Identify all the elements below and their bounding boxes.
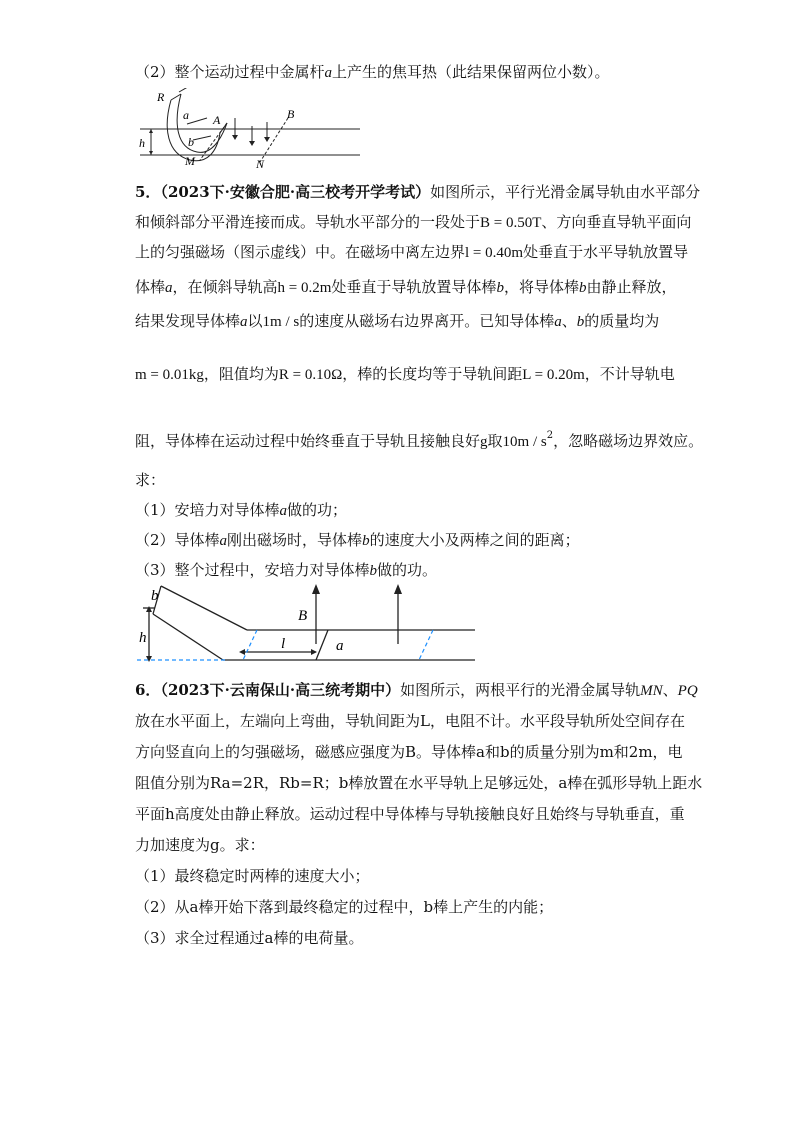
q5-text-6c: ，不计导轨电 xyxy=(584,365,675,383)
q5-text-7a: 阻，导体棒在运动过程中始终垂直于导轨且接触良好 xyxy=(135,432,481,450)
fig2-label-l: l xyxy=(281,636,286,652)
q5-text-7c: ，忽略磁场边界效应。 xyxy=(553,432,704,450)
q5-text-3b: 处垂直于水平导轨放置导 xyxy=(523,243,689,261)
q6-rail-PQ: PQ xyxy=(677,683,698,699)
q5-text-4a: 体棒 xyxy=(135,278,166,296)
q5-eq-l: l = 0.40m xyxy=(465,245,524,261)
fig1-label-N: N xyxy=(256,157,265,170)
fig1-label-a: a xyxy=(183,108,189,122)
q5-part1-var: a xyxy=(279,503,288,519)
q5-text-4c: 处垂直于导轨放置导体棒 xyxy=(331,278,497,296)
q5-line1 xyxy=(135,182,700,202)
q5-text-1: 如图所示，平行光滑金属导轨由水平部分 xyxy=(430,183,701,201)
q5-eq-g: 10m / s xyxy=(502,434,547,450)
q5-text-2a: 和倾斜部分平滑连接而成。导轨水平部分的一段处于 xyxy=(135,213,481,231)
q5-part2-var-a: a xyxy=(219,533,228,549)
fig1-label-M: M xyxy=(185,154,195,168)
q6-line5: 平面h高度处由静止释放。运动过程中导体棒与导轨接触良好且始终与导轨垂直，重 xyxy=(135,805,685,823)
q5-text-5a: 结果发现导体棒 xyxy=(135,312,241,330)
q5-number: 5． xyxy=(135,183,161,201)
q5-part1 xyxy=(135,500,347,521)
q4-part2-rest: 上产生的焦耳热（此结果保留两位小数）。 xyxy=(332,63,610,81)
q5-var-b-3: b xyxy=(576,314,585,330)
fig1-label-A: A xyxy=(213,113,221,127)
fig1-label-b: b xyxy=(188,135,194,149)
q5-part1-rest: 做的功； xyxy=(287,501,348,519)
q5-eq-v: 1m / s xyxy=(262,314,300,330)
q5-eq-h: h = 0.2m xyxy=(277,280,332,296)
figure-1-curved-rail xyxy=(135,88,365,170)
q5-part2-text-b: 刚出磁场时，导体棒 xyxy=(227,531,363,549)
q5-part2-var-b: b xyxy=(362,533,370,549)
q4-var-a: a xyxy=(324,65,333,81)
q6-number: 6． xyxy=(135,681,161,699)
q5-ask: 求： xyxy=(135,471,166,489)
fig2-label-h: h xyxy=(139,630,147,646)
fig2-label-B: B xyxy=(298,608,308,624)
q5-line2 xyxy=(135,212,691,233)
q6-source: （2023下·云南保山·高三统考期中） xyxy=(160,681,401,699)
q5-text-7b: 取 xyxy=(487,432,503,450)
q5-eq-m: m = 0.01kg xyxy=(135,367,204,383)
q6-text-1: 如图所示，两根平行的光滑金属导轨 xyxy=(400,681,641,699)
q6-rail-MN: MN xyxy=(640,683,663,699)
q5-line6 xyxy=(135,364,675,385)
q5-var-b2: b xyxy=(578,280,587,296)
q5-line3 xyxy=(135,242,688,263)
q5-part3-rest: 做的功。 xyxy=(377,561,438,579)
q6-line6: 力加速度为g。求： xyxy=(135,836,265,854)
q5-source: （2023下·安徽合肥·高三校考开学考试） xyxy=(160,183,431,201)
q5-text-3a: 上的匀强磁场（图示虚线）中。在磁场中离左边界 xyxy=(135,243,466,261)
q5-text-5c: 的速度从磁场右边界离开。已知导体棒 xyxy=(299,312,555,330)
q6-line2: 放在水平面上，左端向上弯曲，导轨间距为L，电阻不计。水平段导轨所处空间存在 xyxy=(135,712,685,730)
q6-line3: 方向竖直向上的匀强磁场，磁感应强度为B。导体棒a和b的质量分别为m和2m，电 xyxy=(135,743,683,761)
q5-var-a-3: a xyxy=(554,314,562,330)
q6-part1: （1）最终稳定时两棒的速度大小； xyxy=(135,867,370,885)
q6-line1 xyxy=(135,680,698,701)
q5-text-5d: 、 xyxy=(561,312,577,330)
q5-part3-text: （3）整个过程中，安培力对导体棒 xyxy=(135,561,370,579)
fig2-label-a: a xyxy=(336,638,344,654)
q5-eq-R: R = 0.10Ω xyxy=(278,367,343,383)
fig2-label-b: b xyxy=(151,588,159,604)
q5-text-6a: ，阻值均为 xyxy=(203,365,279,383)
q5-var-a-2: a xyxy=(240,314,248,330)
q6-sep: 、 xyxy=(662,681,678,699)
q5-text-2b: 、方向垂直导轨平面向 xyxy=(541,213,692,231)
q5-part3-var: b xyxy=(369,563,378,579)
q5-text-5b: 以 xyxy=(247,312,263,330)
q5-line4 xyxy=(135,277,676,298)
q5-part2-text: （2）导体棒 xyxy=(135,531,220,549)
q5-var-g: g xyxy=(480,434,488,450)
q5-text-6b: ，棒的长度均等于导轨间距 xyxy=(342,365,523,383)
q5-text-4d: ，将导体棒 xyxy=(503,278,579,296)
q5-line7 xyxy=(135,426,703,452)
q4-part2-text: （2）整个运动过程中金属杆 xyxy=(135,63,325,81)
fig1-label-R: R xyxy=(157,90,165,104)
q5-text-4b: ，在倾斜导轨高 xyxy=(172,278,278,296)
q5-part2-rest: 的速度大小及两棒之间的距离； xyxy=(369,531,580,549)
q6-part3: （3）求全过程通过a棒的电荷量。 xyxy=(135,929,364,947)
q5-var-b: b xyxy=(496,280,504,296)
q5-eq-B: B = 0.50T xyxy=(480,215,542,231)
q5-text-4e: 由静止释放， xyxy=(586,278,677,296)
q5-eq-g-sup: 2 xyxy=(546,430,554,441)
q5-part1-text: （1）安培力对导体棒 xyxy=(135,501,280,519)
q5-text-5e: 的质量均为 xyxy=(584,312,660,330)
q5-line5 xyxy=(135,311,659,332)
q4-part2 xyxy=(135,62,610,83)
q5-part2 xyxy=(135,530,580,551)
figure-2-rail-field xyxy=(135,580,480,670)
q6-part2: （2）从a棒开始下落到最终稳定的过程中，b棒上产生的内能； xyxy=(135,898,554,916)
q6-line4: 阻值分别为Ra=2R，Rb=R；b棒放置在水平导轨上足够远处，a棒在弧形导轨上距水 xyxy=(135,774,703,792)
fig1-label-B: B xyxy=(287,107,295,121)
q5-eq-L: L = 0.20m xyxy=(522,367,585,383)
q5-part3 xyxy=(135,560,437,581)
q5-var-a: a xyxy=(165,280,173,296)
fig1-label-h: h xyxy=(139,136,145,150)
